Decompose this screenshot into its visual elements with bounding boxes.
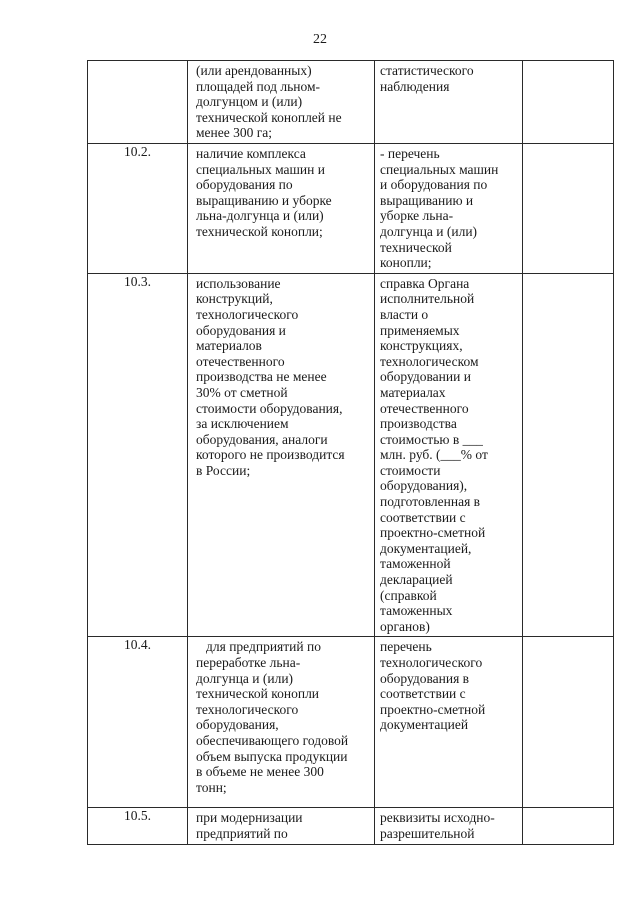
row-number-cell: 10.4. [88,637,188,808]
condition-cell [188,637,375,808]
requirements-table [87,60,614,845]
condition-text: (или арендованных) площадей под льном- долгунцом и (или) технической коноплей не менее 300 га; [196,63,342,141]
table-row [88,273,614,637]
table-row [88,144,614,274]
table-row [88,637,614,808]
page-number: 22 [313,32,327,47]
document-cell [375,637,523,808]
extra-cell [523,61,614,144]
condition-text: использование конструкций, технологического оборудования и материалов отечественного производства не менее 30% от сметной стоимости оборудования, за исключением оборудования, аналоги которого не производится в России; [196,275,345,478]
table-row [88,808,614,845]
condition-text: для предприятий по переработке льна- долгунца и (или) технической конопли технологического оборудования, обеспечивающего годовой объем выпуска продукции в объеме не менее 300 тонн; [196,639,349,795]
condition-cell [188,808,375,845]
extra-cell [523,808,614,845]
document-text: статистического наблюдения [380,63,474,94]
document-cell [375,144,523,274]
extra-cell [523,144,614,274]
condition-text: наличие комплекса специальных машин и оборудования по выращиванию и уборке льна-долгунца и (или) технической конопли; [196,146,332,239]
extra-cell [523,273,614,637]
document-text: перечень технологического оборудования в соответствии с проектно-сметной документацией [380,639,486,733]
document-cell [375,273,523,637]
row-number-cell: 10.5. [88,808,188,845]
document-text: справка Органа исполнительной власти о применяемых конструкциях, технологическом оборудовании и материалах отечественного производства стоимостью в ___ млн. руб. (___% от стоимости оборудования), подготовленная в соответствии с проектно-сметной документацией, таможенной декларацией (справкой таможенных органов) [380,275,488,634]
condition-cell [188,144,375,274]
document-text: - перечень специальных машин и оборудования по выращиванию и уборке льна- долгунца и (или) технической конопли; [380,146,499,271]
document-text: реквизиты исходно- разрешительной [380,810,495,841]
condition-cell [188,273,375,637]
document-cell [375,61,523,144]
condition-cell [188,61,375,144]
row-number-cell [88,61,188,144]
row-number-cell: 10.3. [88,273,188,637]
extra-cell [523,637,614,808]
row-number-cell: 10.2. [88,144,188,274]
document-cell [375,808,523,845]
condition-text: при модернизации предприятий по [196,810,303,841]
table-row [88,61,614,144]
